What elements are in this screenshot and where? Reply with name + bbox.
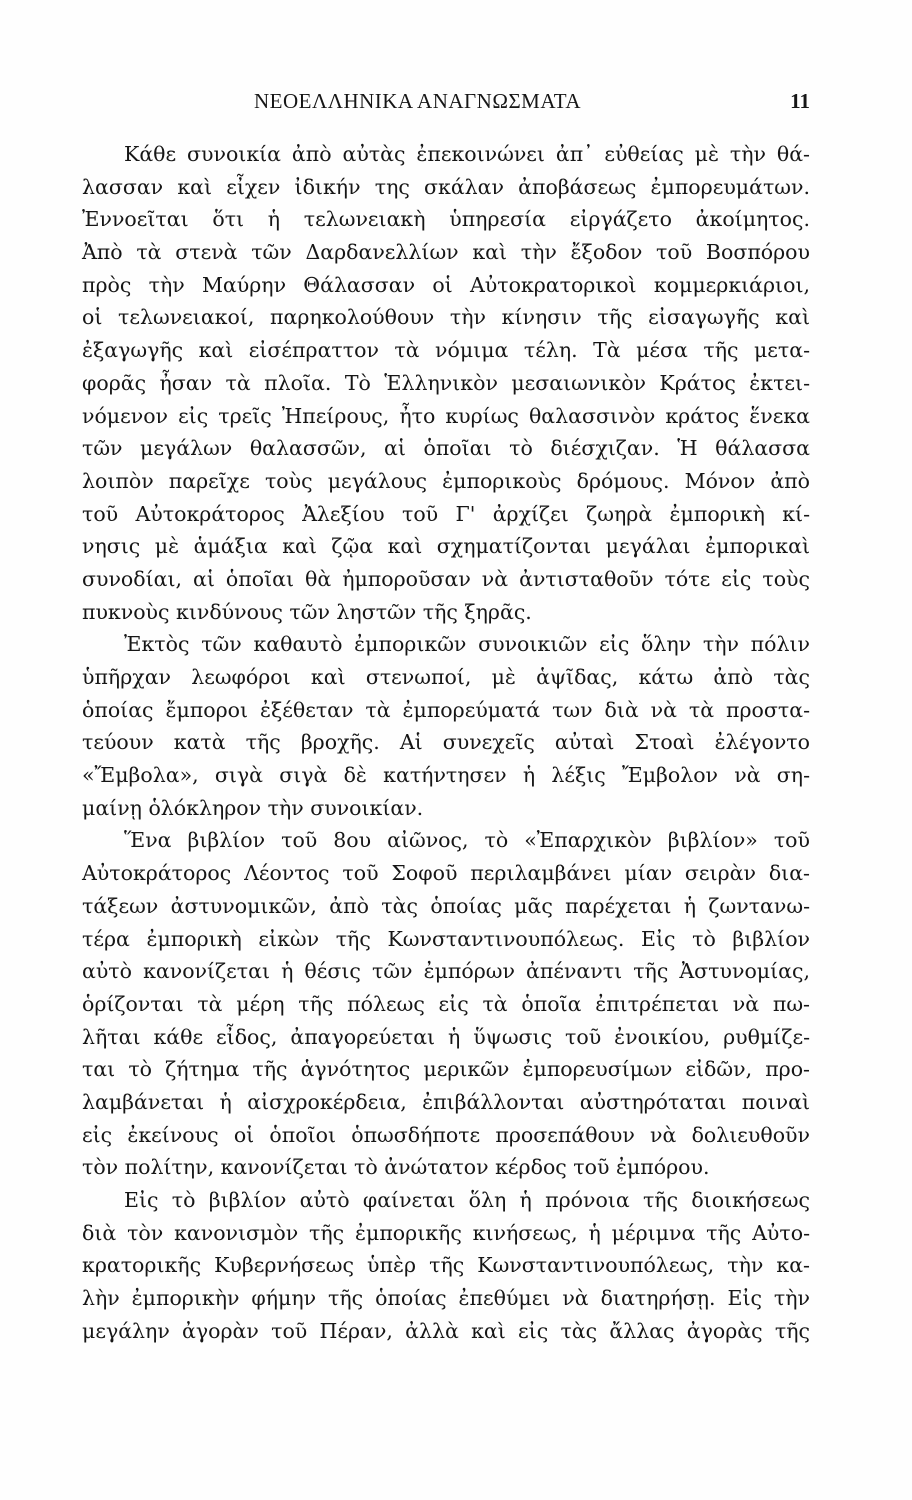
text-line: λῆται κάθε εἶδος, ἀπαγορεύεται ἡ ὕψωσις τοῦ ἐνοικίου, ρυθμίζε-: [82, 1024, 810, 1049]
text-line: ὁρίζονται τὰ μέρη τῆς πόλεως εἰς τὰ ὁποῖα ἐπιτρέπεται νὰ πω-: [82, 991, 810, 1016]
text-line: τὸν πολίτην, κανονίζεται τὸ ἀνώτατον κέρδος τοῦ ἐμπόρου.: [82, 1155, 710, 1180]
text-line: λασσαν καὶ εἶχεν ἰδικήν της σκάλαν ἀποβάσεως ἐμπορευμάτων.: [82, 174, 810, 199]
text-line: μεγάλην ἀγορὰν τοῦ Πέραν, ἀλλὰ καὶ εἰς τὰς ἄλλας ἀγορὰς τῆς: [82, 1318, 810, 1343]
text-line: «Ἔμβολα», σιγὰ σιγὰ δὲ κατήντησεν ἡ λέξις Ἔμβολον νὰ ση-: [82, 763, 810, 788]
text-line: αὐτὸ κανονίζεται ἡ θέσις τῶν ἐμπόρων ἀπέναντι τῆς Ἀστυνομίας,: [82, 959, 810, 984]
body-text: [82, 138, 810, 1347]
text-line: Εἰς τὸ βιβλίον αὐτὸ φαίνεται ὅλη ἡ πρόνοια τῆς διοικήσεως: [124, 1188, 810, 1212]
text-line: τοῦ Αὐτοκράτορος Ἀλεξίου τοῦ Γ' ἀρχίζει ζωηρὰ ἐμπορικὴ κί-: [82, 501, 810, 526]
text-line: ἐξαγωγῆς καὶ εἰσέπραττον τὰ νόμιμα τέλη. Τὰ μέσα τῆς μετα-: [82, 338, 810, 363]
text-line: Κάθε συνοικία ἀπὸ αὐτὰς ἐπεκοινώνει ἀπ᾽ εὐθείας μὲ τὴν θά-: [124, 142, 810, 166]
text-line: τέρα ἐμπορικὴ εἰκὼν τῆς Κωνσταντινουπόλεως. Εἰς τὸ βιβλίον: [82, 926, 810, 951]
text-line: ὁποίας ἔμποροι ἐξέθεταν τὰ ἐμπορεύματά των διὰ νὰ τὰ προστα-: [82, 697, 810, 722]
text-line: Αὐτοκράτορος Λέοντος τοῦ Σοφοῦ περιλαμβάνει μίαν σειρὰν δια-: [82, 861, 810, 886]
text-line: τῶν μεγάλων θαλασσῶν, αἱ ὁποῖαι τὸ διέσχιζαν. Ἡ θάλασσα: [82, 436, 810, 461]
text-line: Ἐκτὸς τῶν καθαυτὸ ἐμπορικῶν συνοικιῶν εἰς ὅλην τὴν πόλιν: [124, 632, 810, 657]
running-title: ΝΕΟΕΛΛΗΝΙΚΑ ΑΝΑΓΝΩΣΜΑΤΑ: [254, 89, 582, 113]
text-line: τάξεων ἀστυνομικῶν, ἀπὸ τὰς ὁποίας μᾶς παρέχεται ἡ ζωντανω-: [82, 893, 810, 918]
text-line: τεύουν κατὰ τῆς βροχῆς. Αἱ συνεχεῖς αὐταὶ Στοαὶ ἐλέγοντο: [82, 730, 810, 755]
text-line: μαίνῃ ὁλόκληρον τὴν συνοικίαν.: [82, 795, 424, 820]
text-line: λὴν ἐμπορικὴν φήμην τῆς ὁποίας ἐπεθύμει νὰ διατηρήσῃ. Εἰς τὴν: [82, 1286, 810, 1311]
text-line: λοιπὸν παρεῖχε τοὺς μεγάλους ἐμπορικοὺς δρόμους. Μόνον ἀπὸ: [82, 468, 810, 493]
text-line: νησις μὲ ἁμάξια καὶ ζῷα καὶ σχηματίζονται μεγάλαι ἐμπορικαὶ: [82, 534, 810, 559]
text-line: συνοδίαι, αἱ ὁποῖαι θὰ ἠμποροῦσαν νὰ ἀντισταθοῦν τότε εἰς τοὺς: [82, 566, 810, 591]
text-line: πρὸς τὴν Μαύρην Θάλασσαν οἱ Αὐτοκρατορικοὶ κομμερκιάριοι,: [82, 272, 810, 297]
text-line: ται τὸ ζήτημα τῆς ἁγνότητος μερικῶν ἐμπορευσίμων εἰδῶν, προ-: [82, 1057, 810, 1082]
text-line: κρατορικῆς Κυβερνήσεως ὑπὲρ τῆς Κωνσταντινουπόλεως, τὴν κα-: [82, 1253, 810, 1278]
text-line: Ἐννοεῖται ὅτι ἡ τελωνειακὴ ὑπηρεσία εἰργάζετο ἀκοίμητος.: [82, 207, 810, 232]
text-line: διὰ τὸν κανονισμὸν τῆς ἐμπορικῆς κινήσεως, ἡ μέριμνα τῆς Αὐτο-: [82, 1220, 810, 1245]
text-line: ὑπῆρχαν λεωφόροι καὶ στενωποί, μὲ ἁψῖδας, κάτω ἀπὸ τὰς: [82, 665, 810, 689]
text-line: Ἀπὸ τὰ στενὰ τῶν Δαρδανελλίων καὶ τὴν ἔξοδον τοῦ Βοσπόρου: [82, 240, 810, 265]
text-line: λαμβάνεται ἡ αἰσχροκέρδεια, ἐπιβάλλονται αὐστηρόταται ποιναὶ: [82, 1089, 810, 1114]
text-line: εἰς ἐκείνους οἱ ὁποῖοι ὁπωσδήποτε προσεπάθουν νὰ δολιευθοῦν: [82, 1122, 810, 1147]
page-header: [82, 89, 810, 117]
text-line: φορᾶς ἦσαν τὰ πλοῖα. Τὸ Ἑλληνικὸν μεσαιωνικὸν Κράτος ἐκτει-: [82, 370, 810, 395]
text-line: νόμενον εἰς τρεῖς Ἠπείρους, ἦτο κυρίως θαλασσινὸν κράτος ἕνεκα: [82, 403, 810, 428]
text-line: πυκνοὺς κινδύνους τῶν ληστῶν τῆς ξηρᾶς.: [82, 599, 532, 624]
page-number: 11: [790, 89, 810, 113]
text-line: οἱ τελωνειακοί, παρηκολούθουν τὴν κίνησιν τῆς εἰσαγωγῆς καὶ: [82, 305, 810, 330]
text-line: Ἕνα βιβλίον τοῦ 8ου αἰῶνος, τὸ «Ἐπαρχικὸν βιβλίον» τοῦ: [124, 828, 810, 853]
